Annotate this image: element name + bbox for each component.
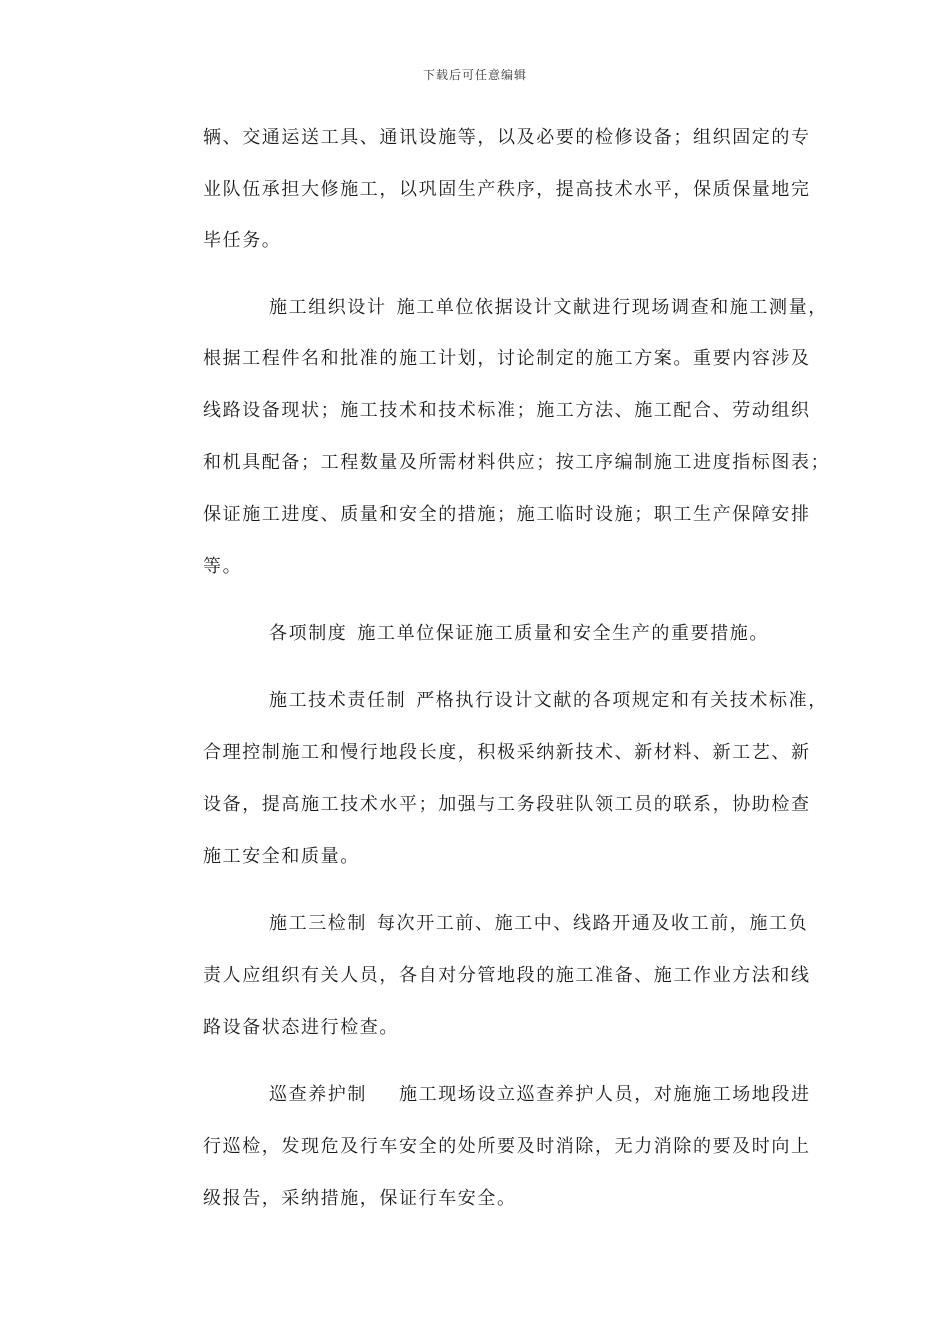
page-header-note: 下载后可任意编辑 — [422, 68, 527, 82]
section-heading-regulations: 各项制度 — [269, 623, 348, 644]
paragraph-1-line-1: 辆、交通运送工具、通讯设施等，以及必要的检修设备；组织固定的专 — [203, 127, 811, 148]
paragraph-2-line-2: 根据工程件名和批准的施工计划，讨论制定的施工方案。重要内容涉及 — [203, 348, 811, 369]
paragraph-4-line-2: 合理控制施工和慢行地段长度，积极采纳新技术、新材料、新工艺、新 — [203, 742, 811, 763]
paragraph-2-line-1 — [269, 296, 828, 320]
paragraph-4-text: 严格执行设计文献的各项规定和有关技术标准， — [416, 690, 828, 711]
paragraph-5-line-1 — [269, 912, 808, 936]
paragraph-2-line-6: 等。 — [203, 556, 243, 577]
paragraph-4-line-4: 施工安全和质量。 — [203, 846, 360, 867]
paragraph-1-line-3: 毕任务。 — [203, 230, 282, 251]
paragraph-2-line-5: 保证施工进度、质量和安全的措施；施工临时设施；职工生产保障安排 — [203, 504, 811, 525]
section-heading-tech-responsibility: 施工技术责任制 — [269, 690, 407, 711]
paragraph-6-line-2: 行巡检，发现危及行车安全的处所要及时消除，无力消除的要及时向上 — [203, 1136, 811, 1157]
paragraph-6-line-3: 级报告，采纳措施，保证行车安全。 — [203, 1188, 517, 1209]
paragraph-2-line-3: 线路设备现状；施工技术和技术标准；施工方法、施工配合、劳动组织 — [203, 400, 811, 421]
section-heading-construction-design: 施工组织设计 — [269, 297, 387, 318]
paragraph-4-line-1 — [269, 689, 828, 713]
paragraph-4-line-3: 设备，提高施工技术水平；加强与工务段驻队领工员的联系，协助检查 — [203, 794, 811, 815]
paragraph-1-line-2: 业队伍承担大修施工，以巩固生产秩序，提高技术水平，保质保量地完 — [203, 179, 811, 200]
paragraph-3-text: 施工单位保证施工质量和安全生产的重要措施。 — [357, 623, 770, 644]
paragraph-5-line-2: 责人应组织有关人员，各自对分管地段的施工准备、施工作业方法和线 — [203, 965, 811, 986]
paragraph-5-text: 每次开工前、施工中、线路开通及收工前，施工负 — [377, 913, 809, 934]
paragraph-6-text: 施工现场设立巡查养护人员，对施施工场地段进 — [399, 1084, 811, 1105]
paragraph-2-text: 施工单位依据设计文献进行现场调查和施工测量， — [396, 297, 828, 318]
section-heading-three-inspections: 施工三检制 — [269, 913, 367, 934]
section-heading-patrol-maintenance: 巡查养护制 — [269, 1084, 367, 1105]
paragraph-5-line-3: 路设备状态进行检查。 — [203, 1017, 399, 1038]
paragraph-2-line-4: 和机具配备；工程数量及所需材料供应；按工序编制施工进度指标图表； — [203, 452, 831, 473]
paragraph-6-line-1 — [269, 1083, 811, 1107]
paragraph-3-line-1 — [269, 622, 769, 646]
